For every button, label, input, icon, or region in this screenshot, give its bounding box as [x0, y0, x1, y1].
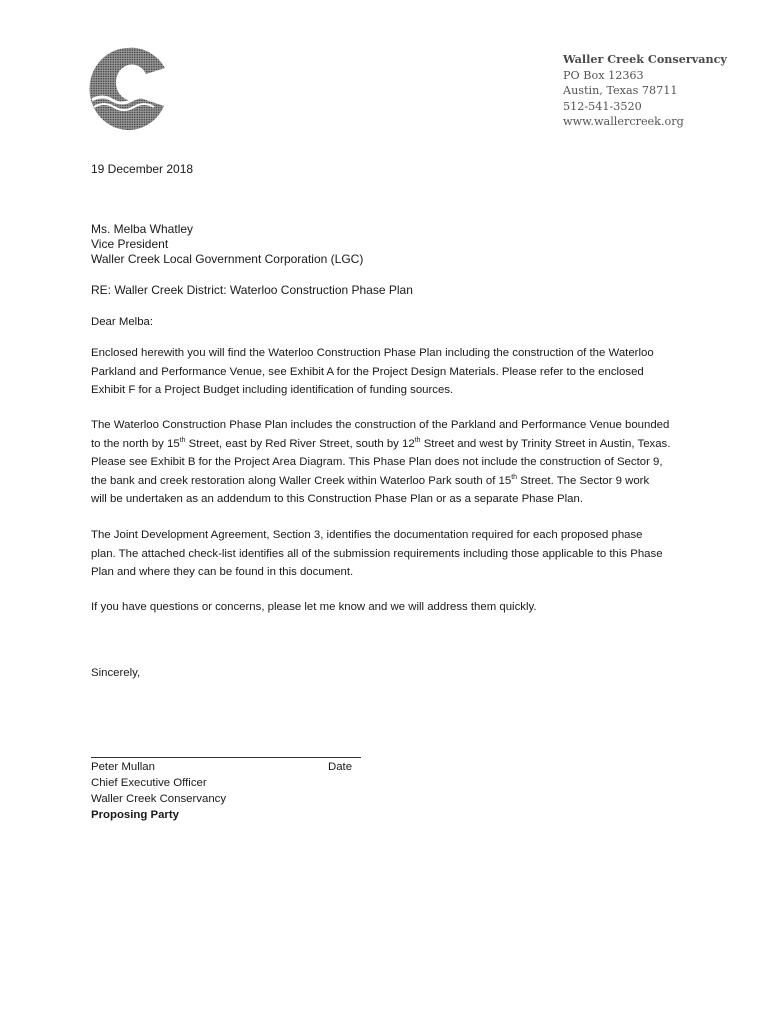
paragraph-2 — [91, 416, 691, 509]
paragraph-1 — [91, 344, 691, 400]
signatory-name: Peter Mullan — [91, 761, 155, 773]
superscript-th: th — [511, 473, 518, 481]
letterhead-website: www.wallercreek.org — [563, 115, 684, 128]
superscript-th: th — [414, 436, 421, 444]
paragraph-2-line-3: Please see Exhibit B for the Project Area Diagram. This Phase Plan does not include the construction of Sector 9, — [91, 456, 663, 468]
paragraph-3-line-3: Plan and where they can be found in this document. — [91, 566, 354, 578]
paragraph-1-line-1: Enclosed herewith you will find the Waterloo Construction Phase Plan including the construction of the Waterloo — [91, 347, 654, 359]
paragraph-2-line-4 — [91, 472, 691, 491]
paragraph-2-line-1: The Waterloo Construction Phase Plan includes the construction of the Parkland and Performance Venue bounded — [91, 419, 670, 431]
paragraph-1-line-2: Parkland and Performance Venue, see Exhibit A for the Project Design Materials. Please refer to the enclosed — [91, 365, 644, 378]
date-label: Date — [328, 761, 353, 773]
paragraph-2-line-4-part-a: the bank and creek restoration along Waller Creek within Waterloo Park south of 15 — [91, 474, 512, 487]
paragraph-2-line-2-part-c: Street and west by Trinity Street in Austin, Texas. — [420, 437, 671, 450]
signatory-role: Proposing Party — [91, 809, 179, 821]
salutation: Dear Melba: — [91, 316, 154, 328]
recipient-organization: Waller Creek Local Government Corporation (LGC) — [91, 252, 364, 266]
recipient-name: Ms. Melba Whatley — [91, 222, 194, 236]
signatory-organization: Waller Creek Conservancy — [91, 793, 227, 805]
paragraph-2-line-2-part-a: to the north by 15 — [91, 437, 180, 450]
letterhead-city: Austin, Texas 78711 — [563, 84, 678, 97]
paragraph-3 — [91, 526, 691, 582]
letterhead-po-box: PO Box 12363 — [563, 68, 644, 82]
letterhead-phone: 512-541-3520 — [563, 99, 642, 113]
paragraph-3-line-1: The Joint Development Agreement, Section 3, identifies the documentation required for each proposed phase — [91, 529, 643, 541]
paragraph-4-line-1: If you have questions or concerns, please let me know and we will address them quickly. — [91, 601, 537, 613]
paragraph-2-line-5: will be undertaken as an addendum to this Construction Phase Plan or as a separate Phase Plan. — [91, 493, 583, 505]
letterhead-org-name: Waller Creek Conservancy — [563, 52, 727, 66]
letterhead-address — [563, 52, 727, 130]
paragraph-1-line-3: Exhibit F for a Project Budget including identification of funding sources. — [91, 384, 454, 396]
paragraph-4 — [91, 598, 691, 617]
letter-date: 19 December 2018 — [91, 162, 194, 176]
paragraph-2-line-2-part-b: Street, east by Red River Street, south by 12 — [185, 437, 415, 450]
closing: Sincerely, — [91, 667, 141, 679]
paragraph-2-line-4-part-b: Street. The Sector 9 work — [517, 474, 650, 487]
superscript-th: th — [179, 436, 186, 444]
recipient-title: Vice President — [91, 237, 169, 251]
paragraph-3-line-2: plan. The attached check-list identifies all of the submission requirements including those applicable to this Phase — [91, 547, 663, 560]
signature-line — [91, 757, 361, 758]
signatory-title: Chief Executive Officer — [91, 777, 207, 789]
conservancy-logo — [88, 44, 166, 134]
re-line: RE: Waller Creek District: Waterloo Construction Phase Plan — [91, 283, 413, 297]
paragraph-2-line-2 — [91, 435, 691, 454]
